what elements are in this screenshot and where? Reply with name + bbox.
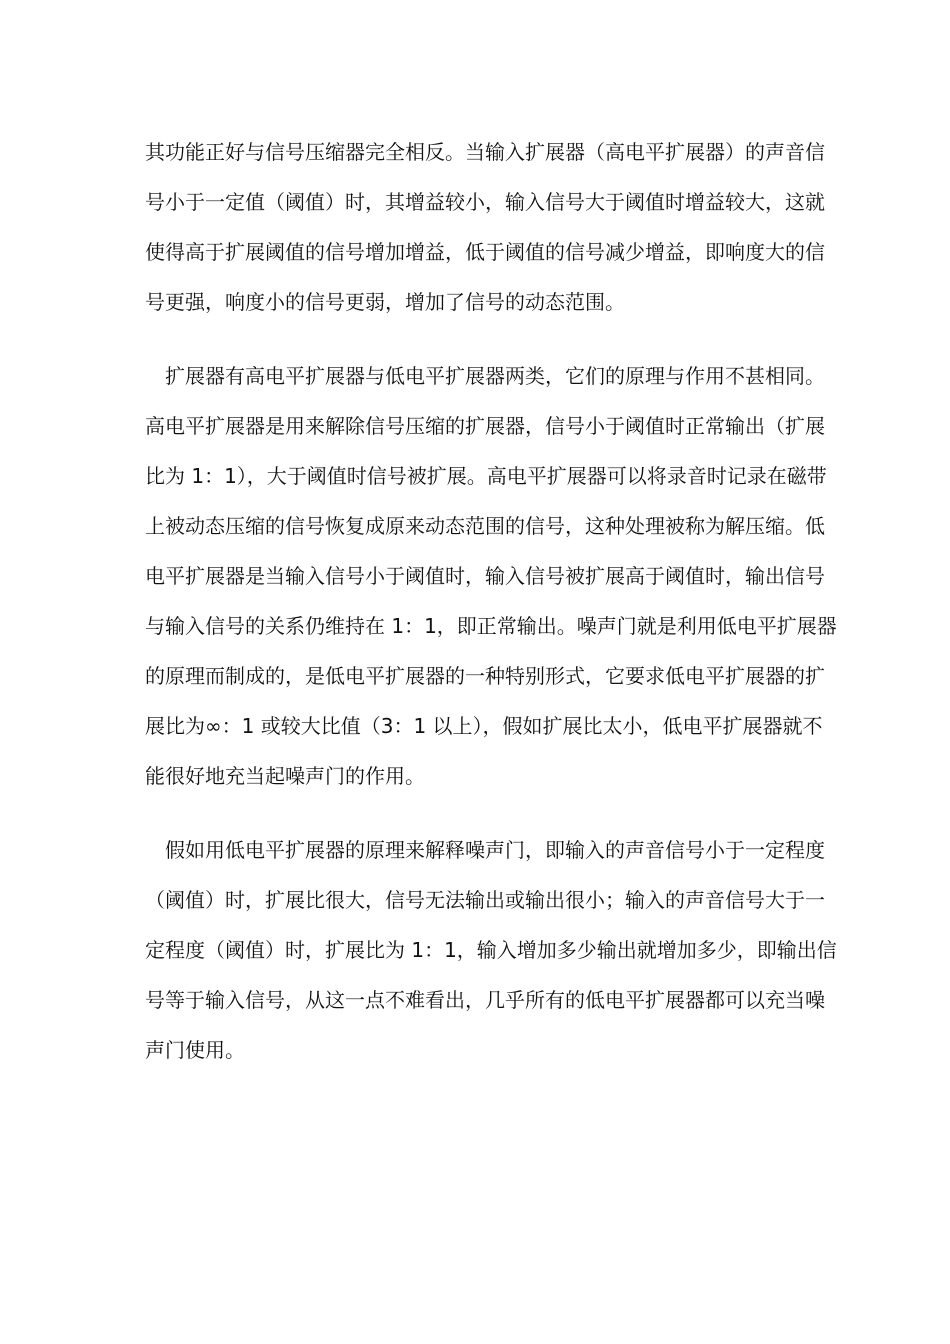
text-line: 定程度（阈值）时，扩展比为 1：1，输入增加多少输出就增加多少，即输出信 xyxy=(145,938,837,962)
text-line: 电平扩展器是当输入信号小于阈值时，输入信号被扩展高于阈值时，输出信号 xyxy=(145,564,825,588)
text-line: 能很好地充当起噪声门的作用。 xyxy=(145,764,425,788)
text-line: 声门使用。 xyxy=(145,1038,245,1062)
text-line: 假如用低电平扩展器的原理来解释噪声门，即输入的声音信号小于一定程度 xyxy=(145,838,825,862)
text-line: 的原理而制成的，是低电平扩展器的一种特别形式，它要求低电平扩展器的扩 xyxy=(145,664,825,688)
paragraph-gap xyxy=(145,807,807,831)
paragraph-gap xyxy=(145,333,807,357)
document-body xyxy=(145,133,837,1081)
paragraph-2 xyxy=(145,357,837,807)
text-line: 号小于一定值（阈值）时，其增益较小，输入信号大于阈值时增益较大，这就 xyxy=(145,190,825,214)
text-line: 高电平扩展器是用来解除信号压缩的扩展器，信号小于阈值时正常输出（扩展 xyxy=(145,414,825,438)
text-line: （阈值）时，扩展比很大，信号无法输出或输出很小；输入的声音信号大于一 xyxy=(145,888,825,912)
paragraph-3 xyxy=(145,831,837,1081)
text-line: 扩展器有高电平扩展器与低电平扩展器两类，它们的原理与作用不甚相同。 xyxy=(145,364,825,388)
paragraph-1 xyxy=(145,133,825,333)
text-line: 号等于输入信号，从这一点不难看出，几乎所有的低电平扩展器都可以充当噪 xyxy=(145,988,825,1012)
text-line: 与输入信号的关系仍维持在 1：1，即正常输出。噪声门就是利用低电平扩展器 xyxy=(145,614,837,638)
text-line: 展比为∞：1 或较大比值（3：1 以上），假如扩展比太小，低电平扩展器就不 xyxy=(145,714,823,738)
text-line: 其功能正好与信号压缩器完全相反。当输入扩展器（高电平扩展器）的声音信 xyxy=(145,140,825,164)
text-line: 号更强，响度小的信号更弱，增加了信号的动态范围。 xyxy=(145,290,625,314)
text-line: 使得高于扩展阈值的信号增加增益，低于阈值的信号减少增益，即响度大的信 xyxy=(145,240,825,264)
text-line: 上被动态压缩的信号恢复成原来动态范围的信号，这种处理被称为解压缩。低 xyxy=(145,514,825,538)
text-line: 比为 1：1），大于阈值时信号被扩展。高电平扩展器可以将录音时记录在磁带 xyxy=(145,464,827,488)
